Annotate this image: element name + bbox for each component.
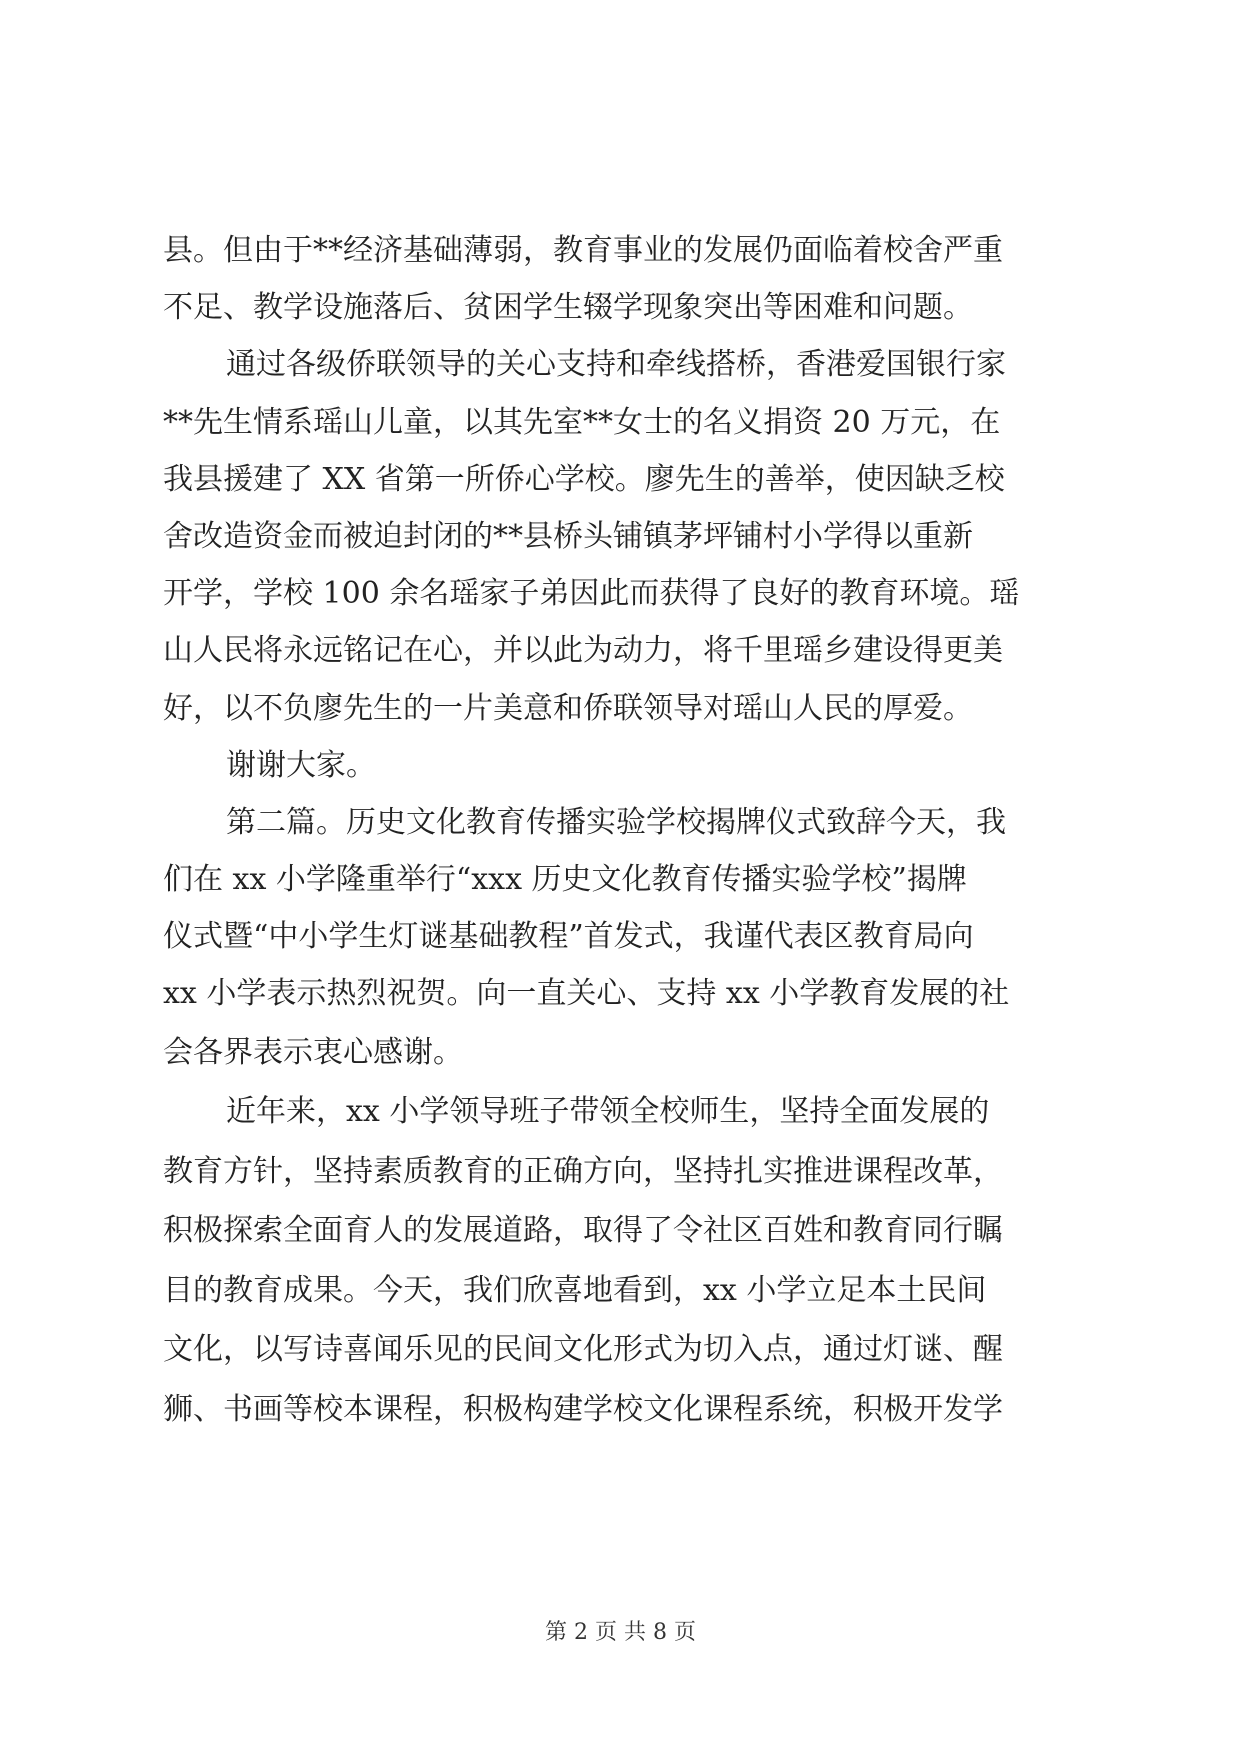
paragraph-start-line: 近年来，xx 小学领导班子带领全校师生，坚持全面发展的 (226, 1094, 990, 1130)
paragraph-start-line: 第二篇。历史文化教育传播实验学校揭牌仪式致辞今天，我 (226, 804, 1006, 840)
text-line: 县。但由于**经济基础薄弱，教育事业的发展仍面临着校舍严重 (163, 233, 1003, 268)
text-line: xx 小学表示热烈祝贺。向一直关心、支持 xx 小学教育发展的社 (163, 976, 1010, 1012)
text-line: 文化，以写诗喜闻乐见的民间文化形式为切入点，通过灯谜、醒 (163, 1332, 1003, 1368)
text-line: 舍改造资金而被迫封闭的**县桥头铺镇茅坪铺村小学得以重新 (163, 518, 973, 554)
paragraph-start-line: 谢谢大家。 (226, 747, 376, 783)
text-line: 开学，学校 100 余名瑶家子弟因此而获得了良好的教育环境。瑶 (163, 576, 1020, 612)
text-line: 教育方针，坚持素质教育的正确方向，坚持扎实推进课程改革， (163, 1153, 1003, 1189)
text-line: 狮、书画等校本课程，积极构建学校文化课程系统，积极开发学 (163, 1391, 1003, 1427)
text-line: 山人民将永远铭记在心，并以此为动力，将千里瑶乡建设得更美 (163, 633, 1003, 669)
text-line: 我县援建了 XX 省第一所侨心学校。廖先生的善举，使因缺乏校 (163, 461, 1005, 497)
page-number: 第 2 页 共 8 页 (545, 1620, 696, 1645)
paragraph-start-line: 通过各级侨联领导的关心支持和牵线搭桥，香港爱国银行家 (226, 347, 1006, 383)
text-line: 积极探索全面育人的发展道路，取得了令社区百姓和教育同行瞩 (163, 1213, 1003, 1249)
text-line: 好，以不负廖先生的一片美意和侨联领导对瑶山人民的厚爱。 (163, 690, 973, 726)
text-line: 会各界表示衷心感谢。 (163, 1034, 463, 1070)
text-line: **先生情系瑶山儿童，以其先室**女士的名义捐资 20 万元，在 (163, 404, 1001, 440)
text-line: 目的教育成果。今天，我们欣喜地看到，xx 小学立足本土民间 (163, 1272, 987, 1308)
text-line: 仪式暨“中小学生灯谜基础教程”首发式，我谨代表区教育局向 (163, 919, 974, 955)
text-line: 们在 xx 小学隆重举行“xxx 历史文化教育传播实验学校”揭牌 (163, 862, 967, 898)
document-body (163, 222, 1078, 1439)
text-line: 不足、教学设施落后、贫困学生辍学现象突出等困难和问题。 (163, 290, 973, 326)
